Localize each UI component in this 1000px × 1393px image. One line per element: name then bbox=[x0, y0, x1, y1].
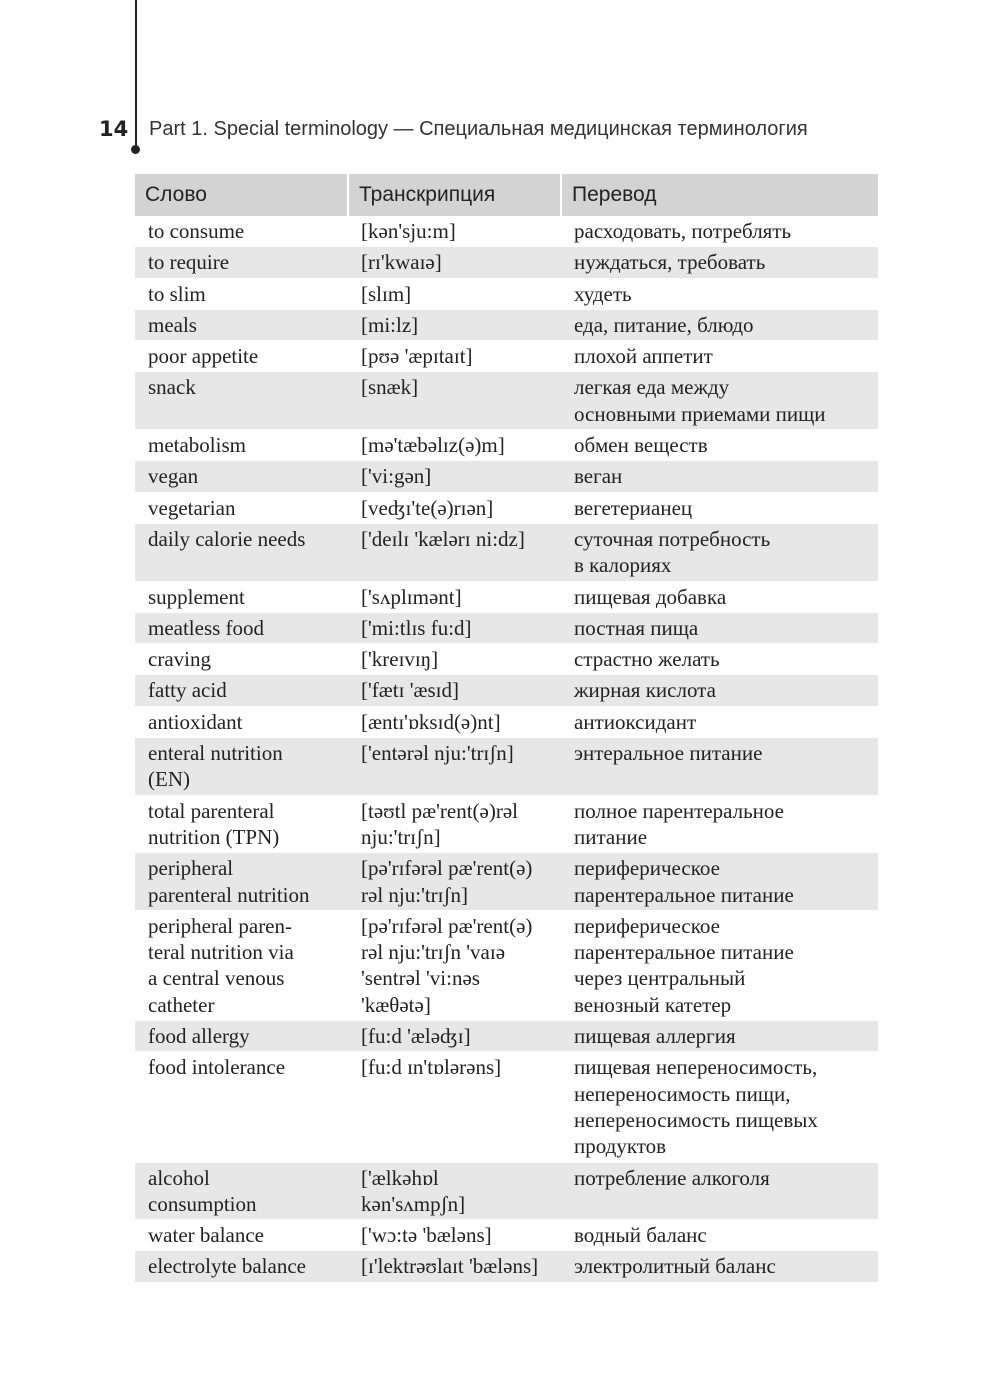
cell-translation: плохой аппетит bbox=[561, 341, 878, 372]
cell-transcription: [slɪm] bbox=[348, 278, 561, 309]
table-row bbox=[135, 706, 878, 737]
cell-transcription: [pʊə 'æpɪtaɪt] bbox=[348, 341, 561, 372]
cell-translation: страстно желать bbox=[561, 644, 878, 675]
terminology-table bbox=[135, 174, 878, 1282]
table-row bbox=[135, 581, 878, 612]
cell-word: snack bbox=[135, 372, 348, 430]
table-header-row bbox=[135, 174, 878, 216]
table-row bbox=[135, 492, 878, 523]
cell-translation: суточная потребность в калориях bbox=[561, 523, 878, 581]
cell-word: meatless food bbox=[135, 612, 348, 643]
cell-word: fatty acid bbox=[135, 675, 348, 706]
cell-transcription: [mə'tæbəlɪz(ə)m] bbox=[348, 430, 561, 461]
cell-transcription: [fu:d ɪn'tɒlərəns] bbox=[348, 1052, 561, 1162]
cell-transcription: [fu:d 'æləʤɪ] bbox=[348, 1021, 561, 1052]
table-body bbox=[135, 216, 878, 1282]
table-row bbox=[135, 430, 878, 461]
cell-word: supplement bbox=[135, 581, 348, 612]
cell-translation: периферическое парентеральное питание через центральный венозный катетер bbox=[561, 910, 878, 1020]
cell-transcription: [pə'rɪfərəl pæ'rent(ə) rəl nju:'trɪʃn] bbox=[348, 853, 561, 911]
table-row bbox=[135, 675, 878, 706]
table-row bbox=[135, 738, 878, 796]
cell-word: to require bbox=[135, 247, 348, 278]
table-row bbox=[135, 910, 878, 1020]
cell-word: food intolerance bbox=[135, 1052, 348, 1162]
table-row bbox=[135, 341, 878, 372]
cell-transcription: ['vi:gən] bbox=[348, 461, 561, 492]
table-row bbox=[135, 795, 878, 853]
table-row bbox=[135, 1251, 878, 1282]
cell-word: food allergy bbox=[135, 1021, 348, 1052]
table-row bbox=[135, 1052, 878, 1162]
cell-word: vegan bbox=[135, 461, 348, 492]
table-row bbox=[135, 523, 878, 581]
table-row bbox=[135, 1162, 878, 1220]
cell-transcription: [mi:lz] bbox=[348, 309, 561, 340]
table-row bbox=[135, 461, 878, 492]
page-number: 14 bbox=[99, 117, 129, 141]
cell-transcription: [kən'sju:m] bbox=[361, 219, 456, 243]
cell-word: to consume bbox=[148, 219, 245, 243]
running-title: Part 1. Special terminology — Специальная медицинская терминология bbox=[149, 118, 808, 140]
cell-translation: легкая еда между основными приемами пищи bbox=[561, 372, 878, 430]
cell-word: poor appetite bbox=[135, 341, 348, 372]
cell-word: alcohol consumption bbox=[135, 1162, 348, 1220]
cell-translation: вегетерианец bbox=[561, 492, 878, 523]
cell-transcription: [snæk] bbox=[348, 372, 561, 430]
column-header-transcription: Транскрипция bbox=[348, 174, 561, 216]
table-row bbox=[135, 1220, 878, 1251]
cell-transcription: ['mi:tlɪs fu:d] bbox=[348, 612, 561, 643]
column-header-word: Слово bbox=[135, 174, 348, 216]
cell-word: total parenteral nutrition (TPN) bbox=[135, 795, 348, 853]
cell-translation: потребление алкоголя bbox=[561, 1162, 878, 1220]
cell-word: metabolism bbox=[135, 430, 348, 461]
cell-word: daily calorie needs bbox=[135, 523, 348, 581]
cell-transcription: [ɪ'lektrəʊlaɪt 'bæləns] bbox=[348, 1251, 561, 1282]
cell-translation: электролитный баланс bbox=[561, 1251, 878, 1282]
cell-transcription: [æntɪ'ɒksɪd(ə)nt] bbox=[348, 706, 561, 737]
cell-word: craving bbox=[135, 644, 348, 675]
cell-transcription: ['fætɪ 'æsɪd] bbox=[348, 675, 561, 706]
margin-dot bbox=[131, 145, 140, 154]
cell-transcription: [veʤɪ'te(ə)rɪən] bbox=[348, 492, 561, 523]
cell-translation: энтеральное питание bbox=[561, 738, 878, 796]
cell-transcription: ['sʌplɪmənt] bbox=[348, 581, 561, 612]
cell-word: to slim bbox=[135, 278, 348, 309]
table-row bbox=[135, 372, 878, 430]
cell-translation: худеть bbox=[561, 278, 878, 309]
cell-translation: обмен веществ bbox=[561, 430, 878, 461]
cell-word: peripheral parenteral nutrition bbox=[135, 853, 348, 911]
cell-transcription: ['wɔ:tə 'bæləns] bbox=[348, 1220, 561, 1251]
cell-translation: нуждаться, требовать bbox=[561, 247, 878, 278]
cell-transcription: ['entərəl nju:'trɪʃn] bbox=[348, 738, 561, 796]
table-row bbox=[135, 612, 878, 643]
cell-translation: периферическое парентеральное питание bbox=[561, 853, 878, 911]
cell-translation: пищевая добавка bbox=[561, 581, 878, 612]
cell-transcription: [təʊtl pæ'rent(ə)rəl nju:'trɪʃn] bbox=[348, 795, 561, 853]
cell-transcription: ['ælkəhɒl kən'sʌmpʃn] bbox=[348, 1162, 561, 1220]
margin-rule bbox=[135, 0, 137, 150]
cell-translation: веган bbox=[561, 461, 878, 492]
cell-word: vegetarian bbox=[135, 492, 348, 523]
table-row bbox=[135, 644, 878, 675]
cell-transcription: ['kreɪvɪŋ] bbox=[348, 644, 561, 675]
table-row bbox=[135, 278, 878, 309]
table-row bbox=[135, 853, 878, 911]
cell-translation: еда, питание, блюдо bbox=[561, 309, 878, 340]
cell-word: enteral nutrition (EN) bbox=[135, 738, 348, 796]
cell-word: meals bbox=[135, 309, 348, 340]
cell-translation: пищевая непереносимость, непереносимость пищи, непереносимость пищевых продуктов bbox=[561, 1052, 878, 1162]
cell-translation: полное парентеральное питание bbox=[561, 795, 878, 853]
cell-word: electrolyte balance bbox=[135, 1251, 348, 1282]
cell-word: peripheral paren- teral nutrition via a central venous catheter bbox=[135, 910, 348, 1020]
cell-transcription: [rɪ'kwaɪə] bbox=[348, 247, 561, 278]
cell-translation: жирная кислота bbox=[561, 675, 878, 706]
cell-translation: водный баланс bbox=[561, 1220, 878, 1251]
cell-transcription: [pə'rɪfərəl pæ'rent(ə) rəl nju:'trɪʃn 'vaɪə 'sentrəl 'vi:nəs 'kæθətə] bbox=[348, 910, 561, 1020]
cell-translation: расходовать, потреблять bbox=[574, 219, 792, 243]
column-header-translation: Перевод bbox=[561, 174, 878, 216]
table-row bbox=[135, 216, 878, 247]
cell-translation: пищевая аллергия bbox=[561, 1021, 878, 1052]
table-row bbox=[135, 1021, 878, 1052]
table-row bbox=[135, 247, 878, 278]
table-row bbox=[135, 309, 878, 340]
cell-word: antioxidant bbox=[135, 706, 348, 737]
cell-translation: постная пища bbox=[561, 612, 878, 643]
cell-transcription: ['deɪlɪ 'kælərɪ ni:dz] bbox=[348, 523, 561, 581]
cell-translation: антиоксидант bbox=[561, 706, 878, 737]
cell-word: water balance bbox=[135, 1220, 348, 1251]
